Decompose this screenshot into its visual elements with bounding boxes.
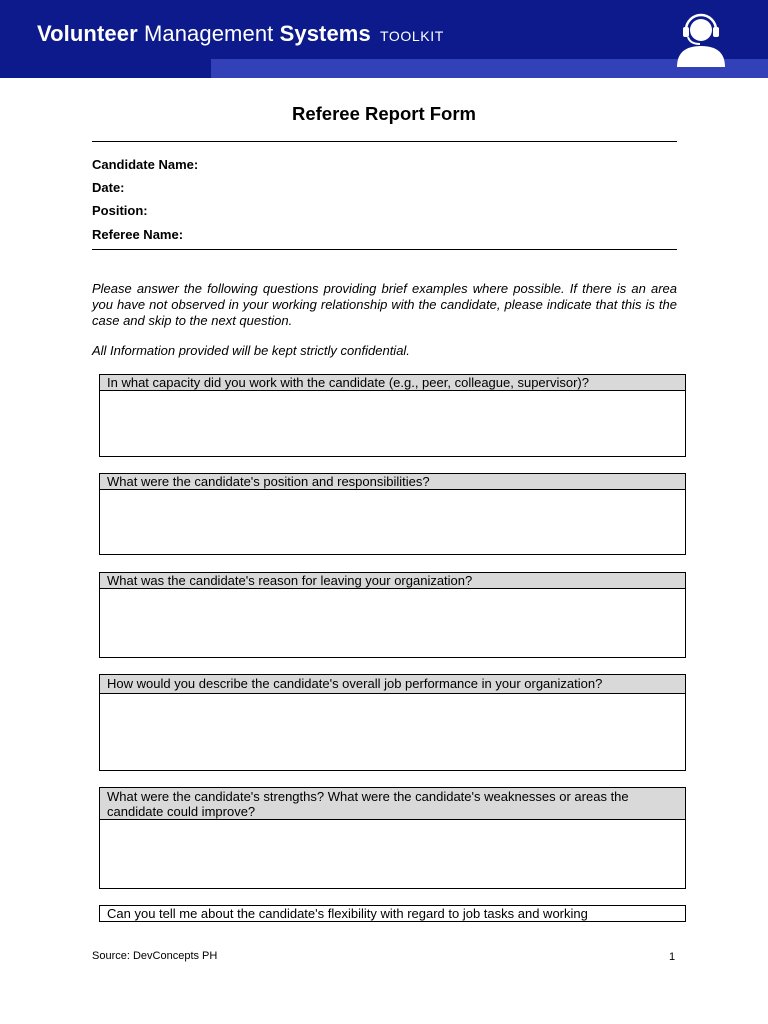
support-agent-icon — [674, 10, 728, 68]
date-label: Date: — [92, 180, 125, 195]
brand-word-management: Management — [143, 21, 274, 46]
brand-word-toolkit: TOOLKIT — [380, 28, 444, 44]
page-number: 1 — [669, 951, 676, 963]
footer-source: Source: DevConcepts PH — [92, 950, 218, 962]
answer-2-box[interactable] — [99, 489, 686, 555]
position-label: Position: — [92, 203, 148, 218]
question-6-label: Can you tell me about the candidate's flexibility with regard to job tasks and working — [99, 905, 686, 922]
question-5-label: What were the candidate's strengths? What were the candidate's weaknesses or areas the candidate could improve? — [99, 787, 686, 820]
candidate-name-label: Candidate Name: — [92, 157, 199, 172]
title-rule — [92, 141, 677, 142]
header-band — [0, 0, 768, 78]
confidential-note: All Information provided will be kept strictly confidential. — [92, 343, 410, 358]
question-3-label: What was the candidate's reason for leaving your organization? — [99, 572, 686, 589]
fields-rule — [92, 249, 677, 250]
answer-3-box[interactable] — [99, 588, 686, 658]
answer-1-box[interactable] — [99, 390, 686, 457]
brand-logo — [37, 21, 444, 47]
question-4-label: How would you describe the candidate's overall job performance in your organization? — [99, 674, 686, 694]
question-1-label: In what capacity did you work with the candidate (e.g., peer, colleague, supervisor)? — [99, 374, 686, 391]
question-2-label: What were the candidate's position and responsibilities? — [99, 473, 686, 490]
referee-name-label: Referee Name: — [92, 227, 184, 242]
instructions-text: Please answer the following questions providing brief examples where possible. If there is an area you have not observed in your working relationship with the candidate, please indicate that this is the case and skip to the next question. — [92, 281, 677, 328]
answer-5-box[interactable] — [99, 819, 686, 889]
brand-word-volunteer: Volunteer — [37, 21, 138, 46]
page-title: Referee Report Form — [291, 103, 476, 124]
answer-4-box[interactable] — [99, 693, 686, 771]
brand-word-systems: Systems — [279, 21, 371, 46]
